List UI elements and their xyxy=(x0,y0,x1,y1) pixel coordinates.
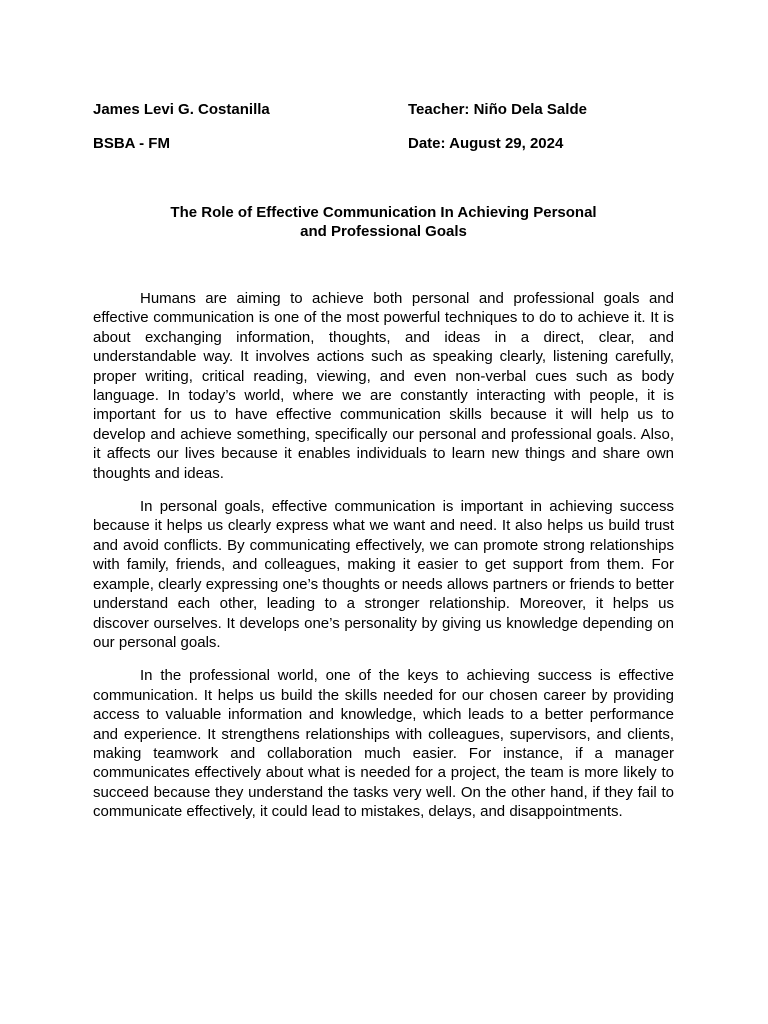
teacher-name: Teacher: Niño Dela Salde xyxy=(408,101,587,118)
essay-title-line-2: and Professional Goals xyxy=(300,223,467,240)
date: Date: August 29, 2024 xyxy=(408,135,564,152)
paragraph-personal-goals: In personal goals, effective communication is important in achieving success because it helps us clearly express what we want and need. It also helps us build trust and avoid conflicts. By communicating effectively, we can promote strong relationships with family, friends, and colleagues, making it easier to get support from them. For example, clearly expressing one’s thoughts or needs allows partners or friends to better understand each other, leading to a stronger relationship. Moreover, it helps us discover ourselves. It develops one’s personality by giving us knowledge depending on our personal goals. xyxy=(93,498,674,651)
program: BSBA - FM xyxy=(93,135,170,152)
student-name: James Levi G. Costanilla xyxy=(93,101,270,118)
paragraph-introduction: Humans are aiming to achieve both personal and professional goals and effective communication is one of the most powerful techniques to do to achieve it. It is about exchanging information, thoughts, and ideas in a direct, clear, and understandable way. It involves actions such as speaking clearly, listening carefully, proper writing, critical reading, viewing, and even non-verbal cues such as body language. In today’s world, where we are constantly interacting with people, it is important for us to have effective communication skills because it will help us to develop and achieve something, specifically our personal and professional goals. Also, it affects our lives because it enables individuals to learn new things and share own thoughts and ideas. xyxy=(93,290,674,482)
essay-body xyxy=(93,289,674,836)
paragraph-professional-goals: In the professional world, one of the keys to achieving success is effective communication. It helps us build the skills needed for our chosen career by providing access to valuable information and knowledge, which leads to a better performance and experience. It strengthens relationships with colleagues, supervisors, and clients, making teamwork and collaboration much easier. For instance, if a manager communicates effectively about what is needed for a project, the team is more likely to succeed because they understand the tasks very well. On the other hand, if they fail to communicate effectively, it could lead to mistakes, delays, and disappointments. xyxy=(93,667,674,821)
essay-title xyxy=(93,203,674,241)
essay-title-line-1: The Role of Effective Communication In Achieving Personal xyxy=(170,204,597,221)
